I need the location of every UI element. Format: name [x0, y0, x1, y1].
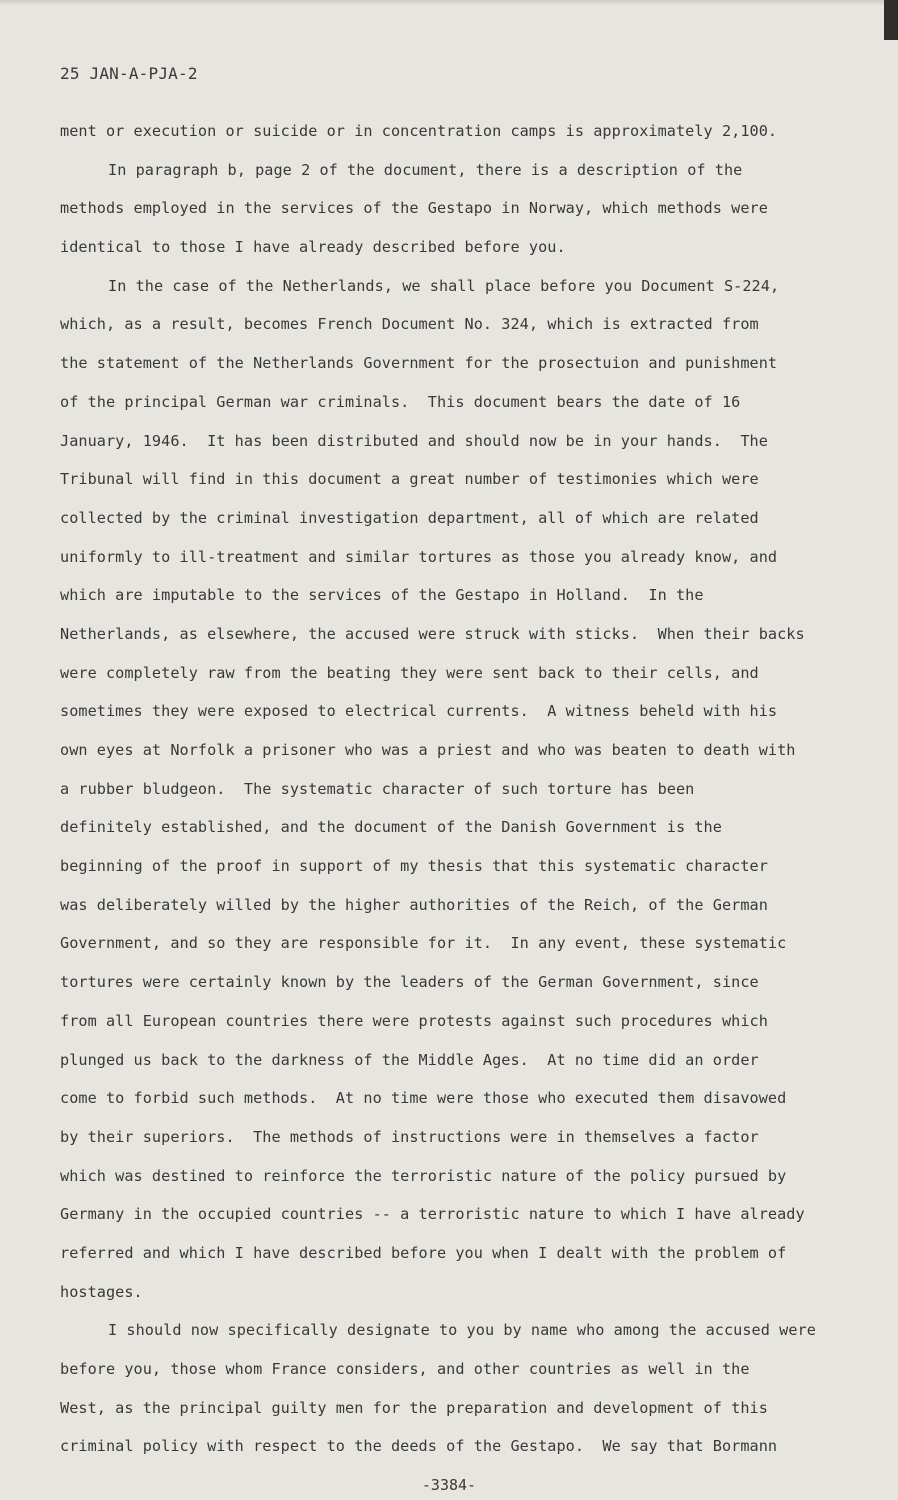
text-line: was deliberately willed by the higher authorities of the Reich, of the German: [60, 895, 768, 914]
text-line: own eyes at Norfolk a prisoner who was a priest and who was beaten to death with: [60, 741, 796, 759]
text-line: were completely raw from the beating they were sent back to their cells, and: [60, 663, 759, 682]
text-line: which, as a result, becomes French Document No. 324, which is extracted from: [60, 315, 759, 334]
text-line: West, as the principal guilty men for the preparation and development of this: [60, 1398, 768, 1417]
text-line: methods employed in the services of the Gestapo in Norway, which methods were: [60, 199, 768, 218]
text-line: a rubber bludgeon. The systematic character of such torture has been: [60, 779, 695, 798]
text-line: from all European countries there were protests against such procedures which: [60, 1011, 768, 1030]
text-line: collected by the criminal investigation department, all of which are related: [60, 508, 759, 527]
text-line: tortures were certainly known by the leaders of the German Government, since: [60, 973, 759, 992]
text-line: definitely established, and the document of the Danish Government is the: [60, 818, 722, 837]
text-line: uniformly to ill-treatment and similar tortures as those you already know, and: [60, 547, 778, 566]
text-line: beginning of the proof in support of my thesis that this systematic character: [60, 857, 768, 876]
text-line: before you, those whom France considers, and other countries as well in the: [60, 1360, 750, 1378]
text-line: sometimes they were exposed to electrical currents. A witness beheld with his: [60, 702, 778, 721]
text-line: criminal policy with respect to the deeds of the Gestapo. We say that Bormann: [60, 1437, 778, 1456]
page-number: -3384-: [421, 1476, 477, 1494]
text-line: by their superiors. The methods of instructions were in themselves a factor: [60, 1127, 759, 1146]
text-line: In paragraph b, page 2 of the document, there is a description of the: [108, 160, 743, 179]
text-line: identical to those I have already described before you.: [60, 238, 566, 257]
text-line: the statement of the Netherlands Government for the prosectuion and punishment: [60, 354, 778, 373]
text-line: Government, and so they are responsible for it. In any event, these systematic: [60, 934, 787, 953]
text-line: Tribunal will find in this document a great number of testimonies which were: [60, 470, 759, 489]
text-line: Germany in the occupied countries -- a terroristic nature to which I have already: [60, 1205, 805, 1224]
page-top-edge: [0, 0, 898, 6]
text-line: which was destined to reinforce the terroristic nature of the policy pursued by: [60, 1166, 787, 1185]
text-line: I should now specifically designate to you by name who among the accused were: [108, 1321, 816, 1340]
text-line: plunged us back to the darkness of the Middle Ages. At no time did an order: [60, 1050, 759, 1069]
text-line: hostages.: [60, 1282, 143, 1301]
document-id: 25 JAN-A-PJA-2: [60, 64, 198, 83]
text-line: January, 1946. It has been distributed and should now be in your hands. The: [60, 431, 768, 450]
text-line: In the case of the Netherlands, we shall place before you Document S-224,: [108, 276, 780, 295]
text-line: referred and which I have described before you when I dealt with the problem of: [60, 1243, 787, 1262]
text-line: come to forbid such methods. At no time were those who executed them disavowed: [60, 1089, 787, 1108]
text-line: ment or execution or suicide or in concentration camps is approximately 2,100.: [60, 122, 778, 140]
document-body: [60, 112, 860, 1466]
text-line: which are imputable to the services of the Gestapo in Holland. In the: [60, 586, 704, 605]
text-line: of the principal German war criminals. This document bears the date of 16: [60, 392, 741, 411]
text-line: Netherlands, as elsewhere, the accused were struck with sticks. When their backs: [60, 624, 805, 643]
page-corner-shadow: [884, 0, 898, 40]
